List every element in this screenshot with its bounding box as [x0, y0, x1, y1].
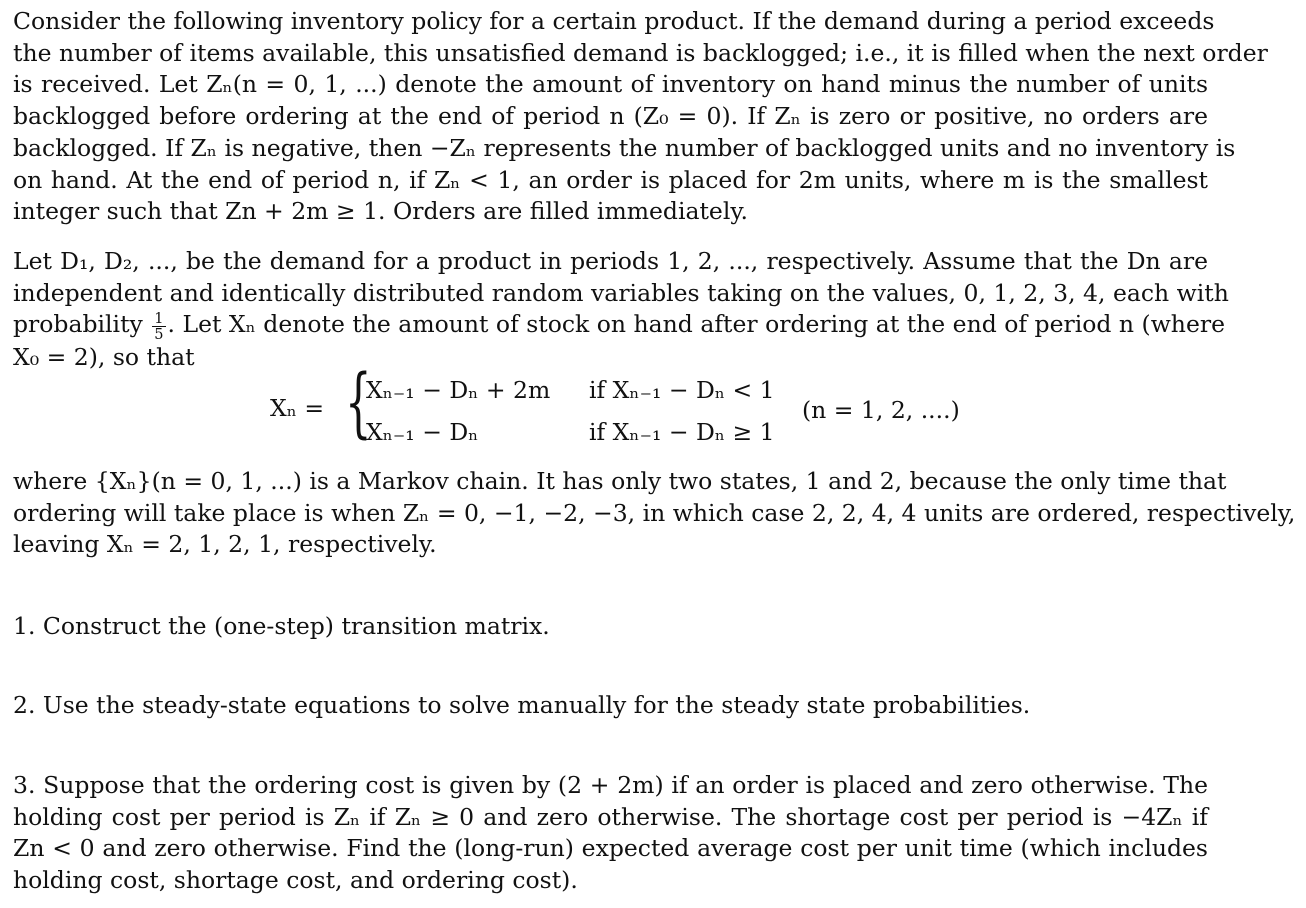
intro-line: is received. Let Zₙ(n = 0, 1, ...) denote the amount of inventory on hand minus the number of units — [13, 70, 1208, 99]
fraction-numerator: 1 — [154, 309, 164, 327]
demand-line-rest: Let Xₙ denote the amount of stock on hand after ordering at the end of period n (where — [182, 310, 1225, 339]
markov-line: ordering will take place is when Zₙ = 0, −1, −2, −3, in which case 2, 2, 4, 4 units are ordered, respectively, — [13, 498, 1296, 527]
demand-line: X₀ = 2), so that — [13, 343, 195, 372]
fraction-denominator: 5 — [154, 325, 164, 343]
question-3-line: holding cost per period is Zₙ if Zₙ ≥ 0 and zero otherwise. The shortage cost per period is −4Zₙ if — [13, 802, 1208, 831]
question-3-line: 3. Suppose that the ordering cost is given by (2 + 2m) if an order is placed and zero otherwise. The — [13, 771, 1208, 799]
equation-case2-condition: if Xₙ₋₁ − Dₙ ≥ 1 — [589, 418, 775, 446]
intro-line: backlogged. If Zₙ is negative, then −Zₙ represents the number of backlogged units and no inventory is — [13, 133, 1236, 162]
intro-line: Consider the following inventory policy for a certain product. If the demand during a period exceeds — [13, 7, 1215, 35]
markov-line: where {Xₙ}(n = 0, 1, ...) is a Markov chain. It has only two states, 1 and 2, because the only time that — [13, 467, 1227, 495]
intro-line: the number of items available, this unsatisfied demand is backlogged; i.e., it is filled when the next order — [13, 38, 1268, 67]
probability-word: probability — [13, 310, 143, 339]
equation-range: (n = 1, 2, ....) — [802, 396, 960, 424]
equation-case1-condition: if Xₙ₋₁ − Dₙ < 1 — [589, 376, 775, 404]
markov-paragraph — [13, 466, 1296, 561]
one-fifth-fraction — [152, 311, 165, 343]
equation-case1-expression: Xₙ₋₁ − Dₙ + 2m — [366, 376, 551, 404]
question-3-line: Zn < 0 and zero otherwise. Find the (long-run) expected average cost per unit time (which includes — [13, 834, 1208, 863]
intro-line: on hand. At the end of period n, if Zₙ < 1, an order is placed for 2m units, where m is the smallest — [13, 165, 1208, 194]
demand-line-probability: probability $\frac{1}{5}$ . Let Xₙ denote the amount of stock on hand after ordering at the end of period n (where — [13, 309, 1225, 343]
question-3 — [13, 770, 1208, 897]
question-3-line: holding cost, shortage cost, and ordering cost). — [13, 866, 578, 895]
demand-line: Let D₁, D₂, ..., be the demand for a product in periods 1, 2, ..., respectively. Assume that the Dn are — [13, 247, 1208, 275]
equation-lhs: Xₙ = — [270, 394, 325, 422]
markov-line: leaving Xₙ = 2, 1, 2, 1, respectively. — [13, 530, 437, 559]
question-1 — [13, 611, 1208, 643]
intro-line: backlogged before ordering at the end of period n (Z₀ = 0). If Zₙ is zero or positive, no orders are — [13, 102, 1208, 131]
demand-paragraph — [13, 246, 1229, 374]
intro-paragraph — [13, 6, 1268, 228]
equation-case2-expression: Xₙ₋₁ − Dₙ — [366, 418, 479, 446]
demand-line: independent and identically distributed random variables taking on the values, 0, 1, 2, 3, 4, each with — [13, 278, 1229, 307]
question-2-text: 2. Use the steady-state equations to solve manually for the steady state probabilities. — [13, 691, 1031, 719]
question-1-text: 1. Construct the (one-step) transition matrix. — [13, 612, 550, 640]
question-2 — [13, 690, 1208, 722]
intro-line: integer such that Zn + 2m ≥ 1. Orders are filled immediately. — [13, 197, 748, 226]
equation-brace: { — [345, 357, 372, 446]
